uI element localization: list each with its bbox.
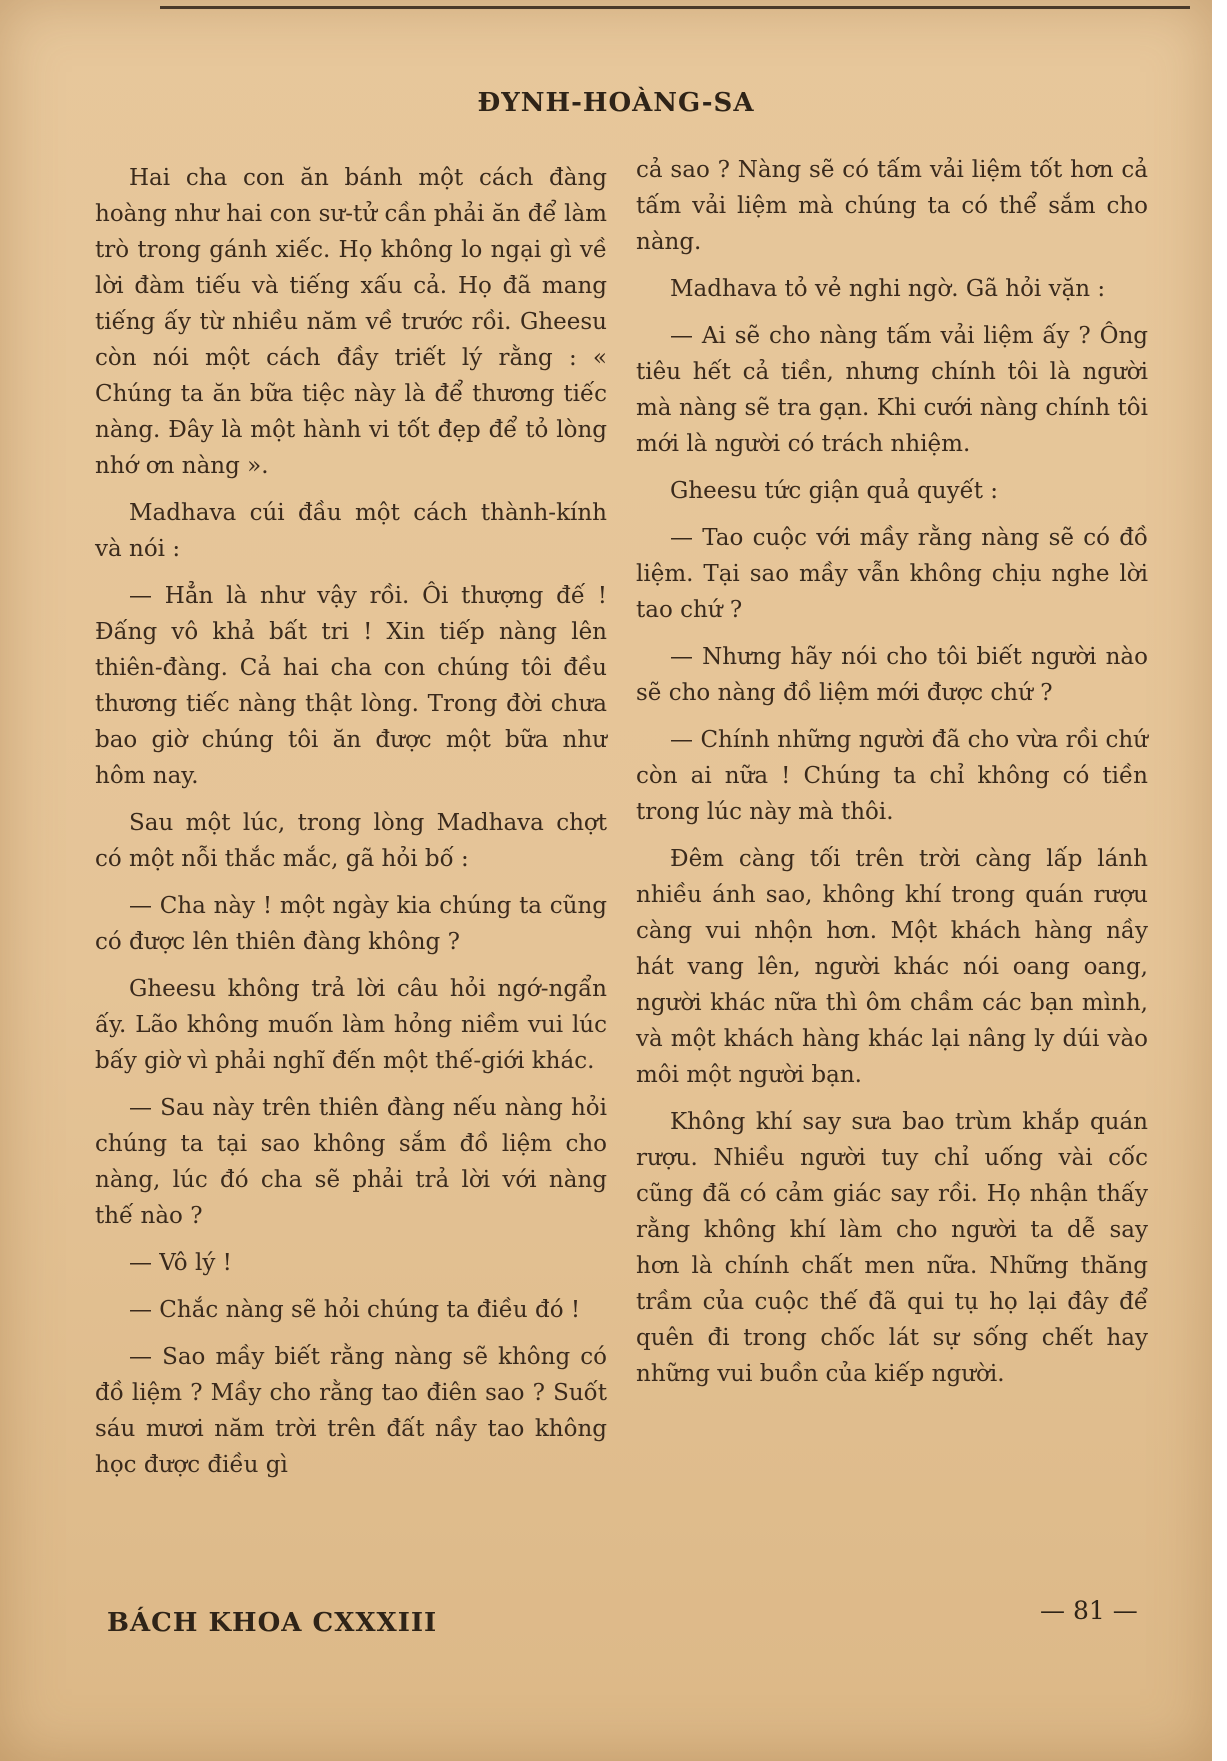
paragraph: — Chắc nàng sẽ hỏi chúng ta điều đó ! xyxy=(129,1297,581,1323)
top-rule xyxy=(160,6,1190,9)
paragraph: Hai cha con ăn bánh một cách đàng hoàng như hai con sư-tử cần phải ăn để làm trò trong gánh xiếc. Họ không lo ngại gì về lời đàm tiếu và tiếng xấu cả. Họ đã mang tiếng ấy từ nhiều năm về trước rồi. Gheesu còn nói một cách đầy triết lý rằng : « Chúng ta ăn bữa tiệc này là để thương tiếc nàng. Đây là một hành vi tốt đẹp để tỏ lòng nhớ ơn nàng ». xyxy=(95,165,607,479)
paragraph: — Chính những người đã cho vừa rồi chứ còn ai nữa ! Chúng ta chỉ không có tiền trong lúc này mà thôi. xyxy=(636,727,1148,825)
page-number: — 81 — xyxy=(1040,1596,1138,1625)
paragraph: — Tao cuộc với mầy rằng nàng sẽ có đồ liệm. Tại sao mầy vẫn không chịu nghe lời tao chứ ? xyxy=(636,525,1148,623)
paragraph: Madhava tỏ vẻ nghi ngờ. Gã hỏi vặn : xyxy=(670,276,1106,302)
paragraph: — Sao mầy biết rằng nàng sẽ không có đồ liệm ? Mầy cho rằng tao điên sao ? Suốt sáu mươi năm trời trên đất nầy tao không học được điều gì xyxy=(95,1344,607,1478)
left-column xyxy=(95,160,607,1494)
paragraph: Không khí say sưa bao trùm khắp quán rượu. Nhiều người tuy chỉ uống vài cốc cũng đã có cảm giác say rồi. Họ nhận thấy rằng không khí làm cho người ta dễ say hơn là chính chất men nữa. Những thăng trầm của cuộc thế đã qui tụ họ lại đây để quên đi trong chốc lát sự sống chết hay những vui buồn của kiếp người. xyxy=(636,1109,1148,1387)
journal-footer: BÁCH KHOA CXXXIII xyxy=(107,1608,438,1638)
paragraph: cả sao ? Nàng sẽ có tấm vải liệm tốt hơn cả tấm vải liệm mà chúng ta có thể sắm cho nàng. xyxy=(636,157,1148,255)
paragraph: — Nhưng hãy nói cho tôi biết người nào sẽ cho nàng đồ liệm mới được chứ ? xyxy=(636,644,1148,706)
page-header-title: ĐYNH-HOÀNG-SA xyxy=(477,88,755,118)
paragraph: — Hẳn là như vậy rồi. Ôi thượng đế ! Đấng vô khả bất tri ! Xin tiếp nàng lên thiên-đàng. Cả hai cha con chúng tôi đều thương tiếc nàng thật lòng. Trong đời chưa bao giờ chúng tôi ăn được một bữa như hôm nay. xyxy=(95,583,607,789)
paragraph: — Sau này trên thiên đàng nếu nàng hỏi chúng ta tại sao không sắm đồ liệm cho nàng, lúc đó cha sẽ phải trả lời với nàng thế nào ? xyxy=(95,1095,607,1229)
paragraph: Gheesu tức giận quả quyết : xyxy=(670,478,999,504)
paragraph: — Ai sẽ cho nàng tấm vải liệm ấy ? Ông tiêu hết cả tiền, nhưng chính tôi là người mà nàng sẽ tra gạn. Khi cưới nàng chính tôi mới là người có trách nhiệm. xyxy=(636,323,1148,457)
paragraph: Sau một lúc, trong lòng Madhava chợt có một nỗi thắc mắc, gã hỏi bố : xyxy=(95,810,607,872)
paragraph: Đêm càng tối trên trời càng lấp lánh nhiều ánh sao, không khí trong quán rượu càng vui nhộn hơn. Một khách hàng nầy hát vang lên, người khác nói oang oang, người khác nữa thì ôm chầm các bạn mình, và một khách hàng khác lại nâng ly dúi vào môi một người bạn. xyxy=(636,846,1148,1088)
right-column xyxy=(636,152,1148,1403)
paragraph: — Cha này ! một ngày kia chúng ta cũng có được lên thiên đàng không ? xyxy=(95,893,607,955)
paragraph: — Vô lý ! xyxy=(129,1250,232,1276)
paragraph: Gheesu không trả lời câu hỏi ngớ-ngẩn ấy. Lão không muốn làm hỏng niềm vui lúc bấy giờ vì phải nghĩ đến một thế-giới khác. xyxy=(95,976,607,1074)
paragraph: Madhava cúi đầu một cách thành-kính và nói : xyxy=(95,500,607,562)
